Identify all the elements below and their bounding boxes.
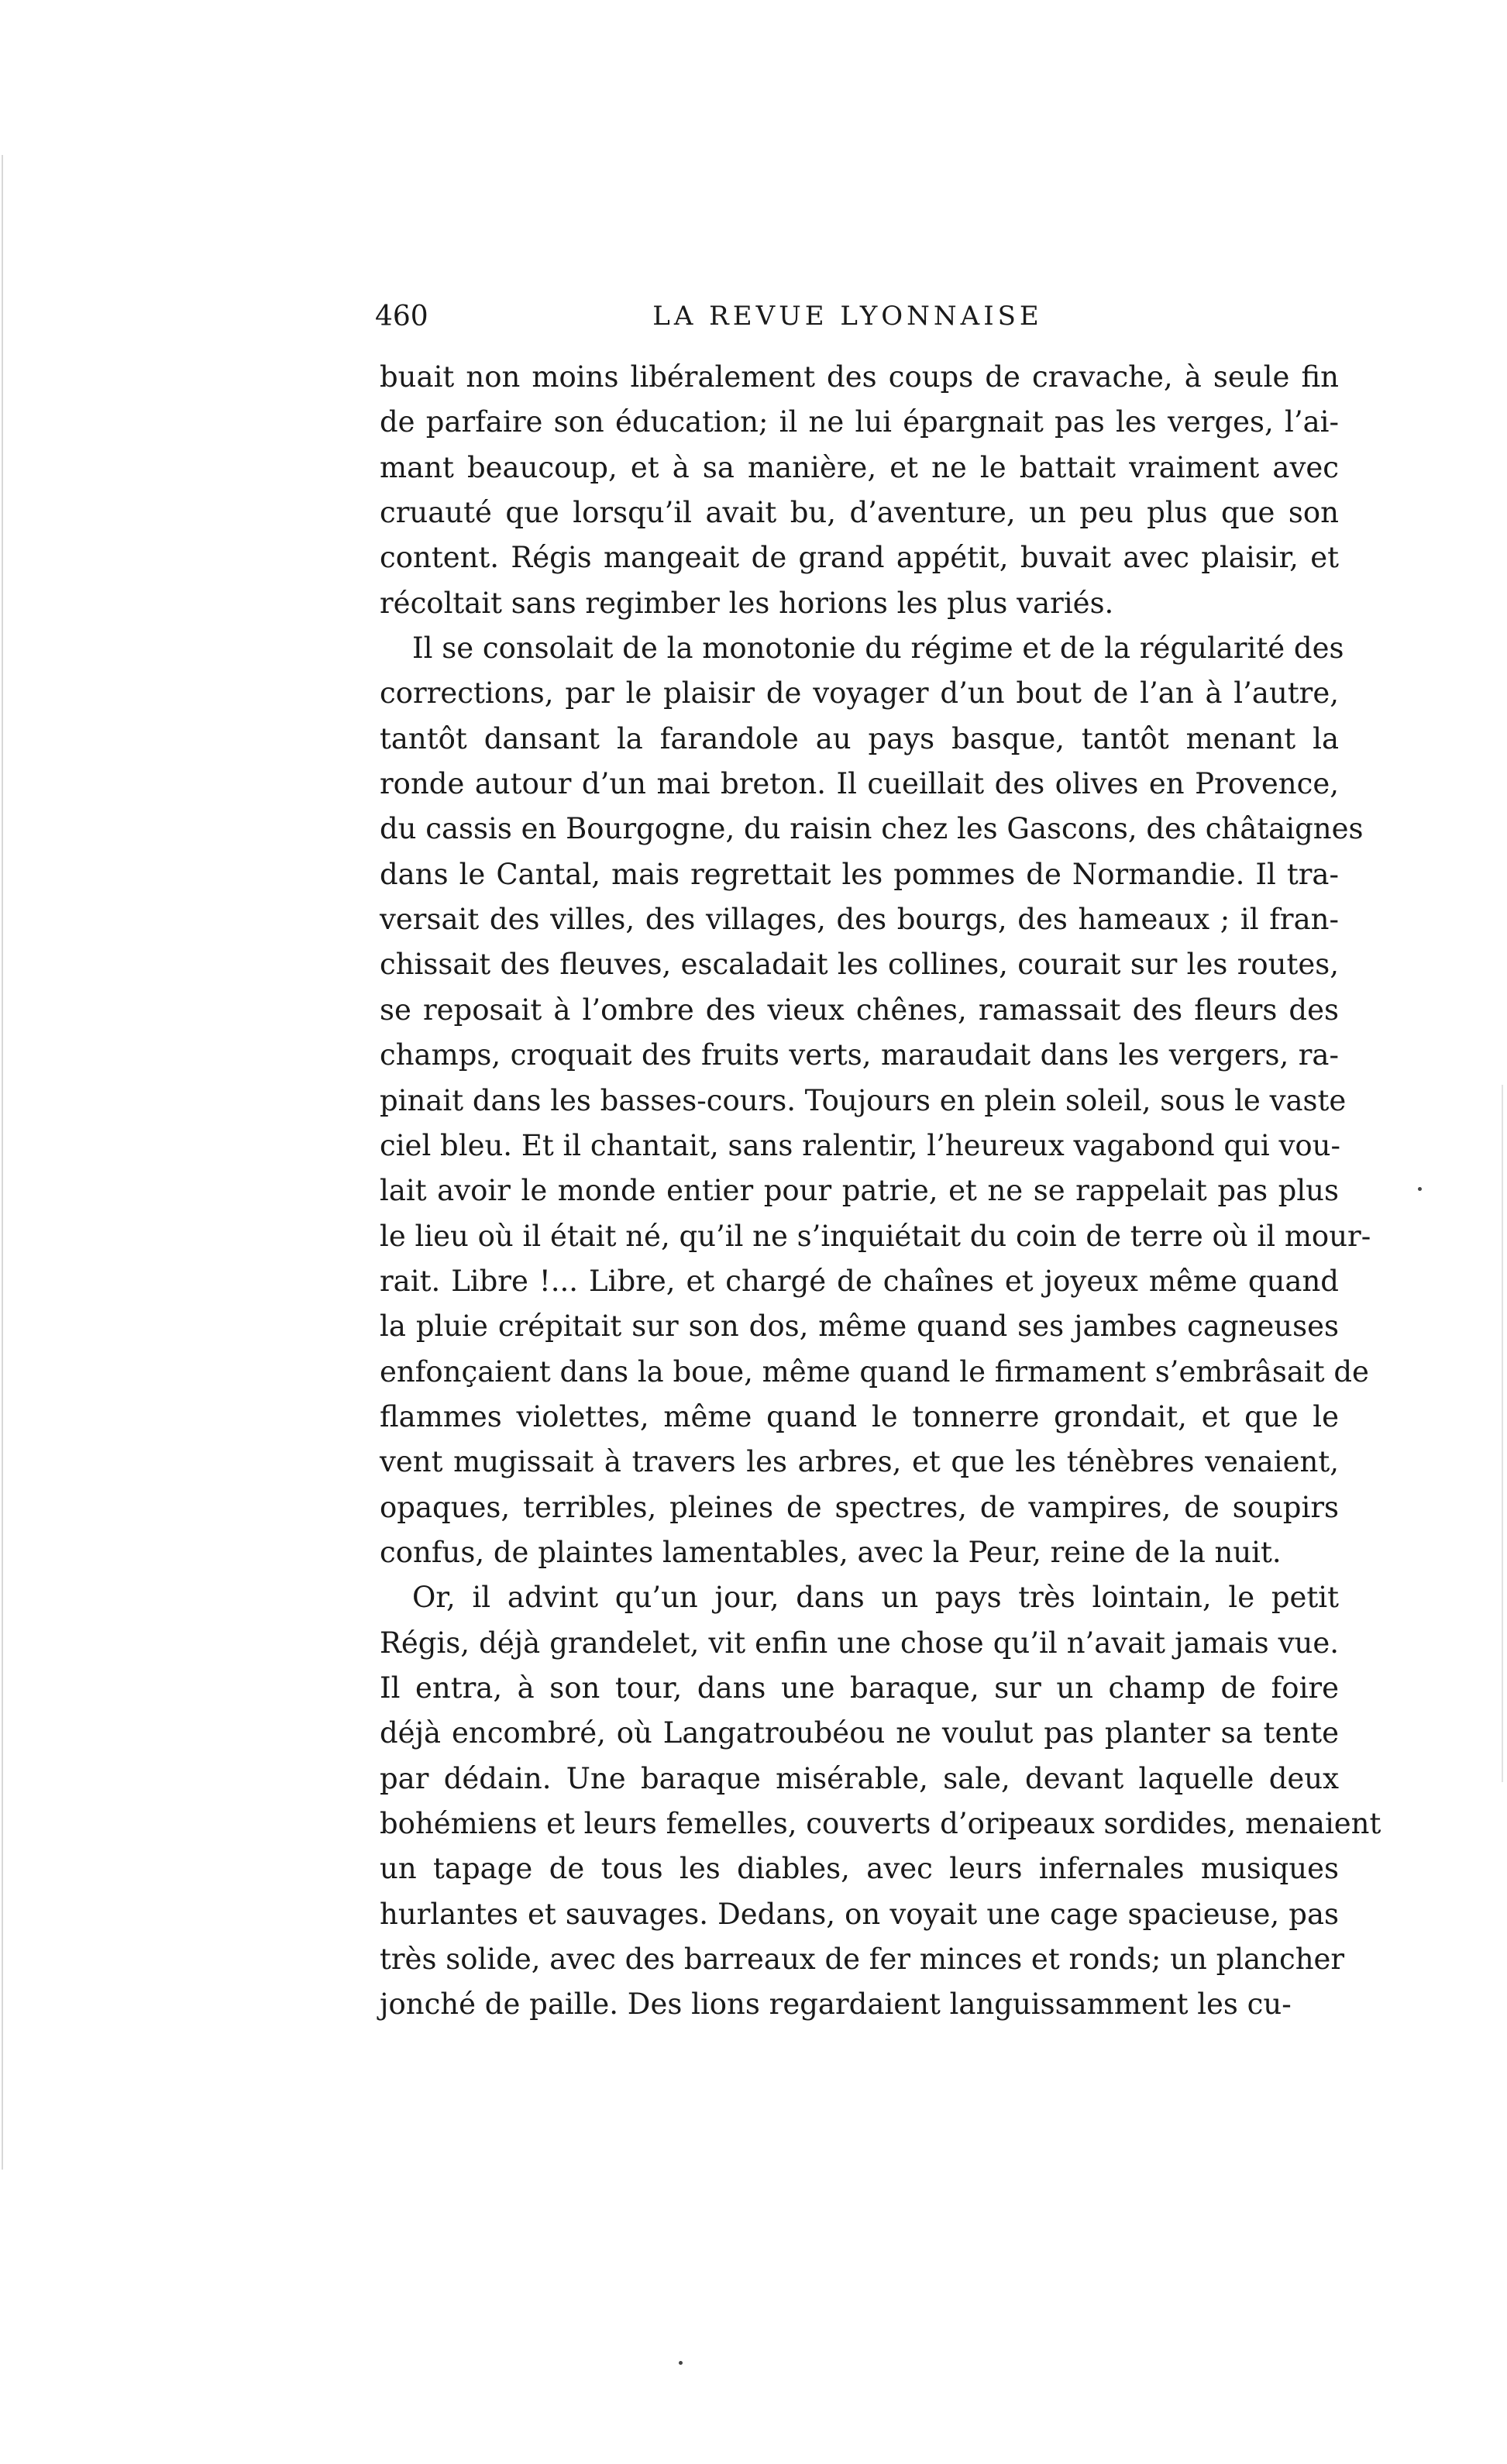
text-line: très solide, avec des barreaux de fer minces et ronds; un plancher <box>380 1943 1345 1977</box>
text-line: Il entra, à son tour, dans une baraque, sur un champ de foire <box>380 1671 1339 1705</box>
text-line: la pluie crépitait sur son dos, même quand ses jambes cagneuses <box>380 1309 1339 1344</box>
text-line: jonché de paille. Des lions regardaient languissamment les cu- <box>380 1987 1292 2022</box>
text-line: rait. Libre !... Libre, et chargé de chaînes et joyeux même quand <box>380 1264 1339 1298</box>
text-line: lait avoir le monde entier pour patrie, et ne se rappelait pas plus <box>380 1174 1339 1208</box>
text-line: de parfaire son éducation; il ne lui épargnait pas les verges, l’ai- <box>380 405 1339 439</box>
text-line: Or, il advint qu’un jour, dans un pays très lointain, le petit <box>412 1581 1339 1615</box>
text-line: ronde autour d’un mai breton. Il cueillait des olives en Provence, <box>380 767 1339 801</box>
text-line: content. Régis mangeait de grand appétit, buvait avec plaisir, et <box>380 541 1339 575</box>
text-line: opaques, terribles, pleines de spectres, de vampires, de soupirs <box>380 1490 1339 1524</box>
text-line: hurlantes et sauvages. Dedans, on voyait une cage spacieuse, pas <box>380 1897 1339 1931</box>
scan-speck <box>1418 1187 1422 1191</box>
text-line: bohémiens et leurs femelles, couverts d’oripeaux sordides, menaient <box>380 1807 1381 1840</box>
paragraph <box>380 355 1339 626</box>
page-header <box>375 301 1351 341</box>
running-title: LA REVUE LYONNAISE <box>652 301 1043 332</box>
page-number: 460 <box>375 301 428 332</box>
text-line: Il se consolait de la monotonie du régime et de la régularité des <box>412 631 1344 666</box>
paragraph <box>380 1575 1381 2027</box>
text-line: corrections, par le plaisir de voyager d’un bout de l’an à l’autre, <box>380 676 1339 711</box>
text-line: flammes violettes, même quand le tonnerre grondait, et que le <box>380 1399 1339 1433</box>
text-line: dans le Cantal, mais regrettait les pommes de Normandie. Il tra- <box>380 857 1339 891</box>
body-text <box>380 355 1381 2028</box>
text-line: champs, croquait des fruits verts, maraudait dans les vergers, ra- <box>380 1038 1339 1072</box>
text-line: tantôt dansant la farandole au pays basque, tantôt menant la <box>380 721 1339 755</box>
scan-edge-mark <box>1502 1085 1503 1782</box>
text-line: buait non moins libéralement des coups de cravache, à seule fin <box>380 360 1339 394</box>
text-line: du cassis en Bourgogne, du raisin chez les Gascons, des châtaignes <box>380 812 1364 846</box>
text-line: versait des villes, des villages, des bourgs, des hameaux ; il fran- <box>380 903 1339 937</box>
text-line: ciel bleu. Et il chantait, sans ralentir, l’heureux vagabond qui vou- <box>380 1128 1341 1162</box>
text-line: déjà encombré, où Langatroubéou ne voulut pas planter sa tente <box>380 1716 1339 1750</box>
text-line: cruauté que lorsqu’il avait bu, d’aventure, un peu plus que son <box>380 496 1339 530</box>
text-line: mant beaucoup, et à sa manière, et ne le battait vraiment avec <box>380 450 1339 484</box>
text-line: Régis, déjà grandelet, vit enfin une chose qu’il n’avait jamais vue. <box>380 1626 1339 1660</box>
text-line: par dédain. Une baraque misérable, sale, devant laquelle deux <box>380 1761 1339 1795</box>
text-line: pinait dans les basses-cours. Toujours en plein soleil, sous le vaste <box>380 1083 1347 1117</box>
paragraph <box>380 626 1371 1575</box>
text-line: confus, de plaintes lamentables, avec la Peur, reine de la nuit. <box>380 1535 1282 1569</box>
text-line: chissait des fleuves, escaladait les collines, courait sur les routes, <box>380 948 1339 982</box>
text-line: se reposait à l’ombre des vieux chênes, ramassait des fleurs des <box>380 993 1339 1027</box>
scan-speck <box>679 2361 683 2365</box>
text-line: récoltait sans regimber les horions les plus variés. <box>380 586 1114 620</box>
text-line: un tapage de tous les diables, avec leurs infernales musiques <box>380 1852 1339 1886</box>
text-line: vent mugissait à travers les arbres, et que les ténèbres venaient, <box>380 1445 1339 1479</box>
scan-edge-mark <box>2 155 3 2170</box>
text-line: le lieu où il était né, qu’il ne s’inquiétait du coin de terre où il mour- <box>380 1219 1371 1253</box>
text-line: enfonçaient dans la boue, même quand le firmament s’embrâsait de <box>380 1354 1369 1389</box>
